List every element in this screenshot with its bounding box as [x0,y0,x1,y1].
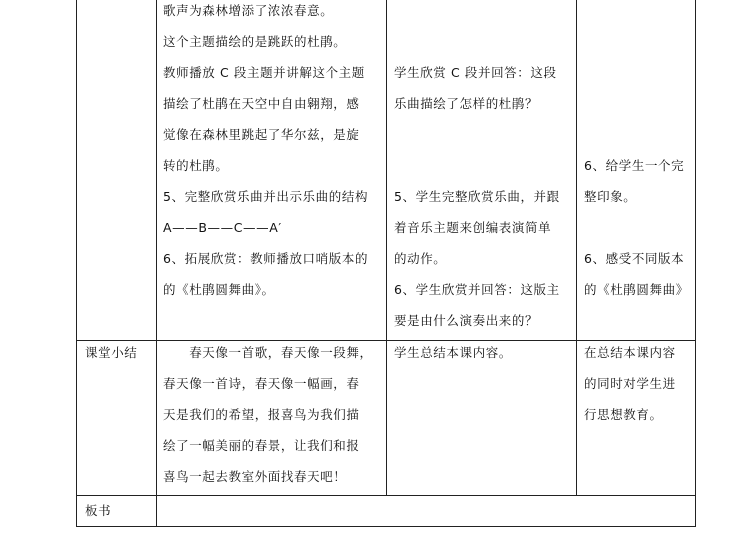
table-line-col1 [156,0,157,527]
upper-intent-cell-a [584,150,684,212]
row-label: 课堂小结 [85,345,138,360]
upper-student-cell-a [394,57,557,119]
text-line: 学生总结本课内容。 [394,345,512,360]
upper-intent-cell-b [584,243,689,305]
summary-label [85,337,137,368]
table-line-col3 [576,0,577,495]
text-line: 喜鸟一起去教室外面找春天吧！ [163,469,347,484]
text-line: 要是由什么演奏出来的？ [394,313,539,328]
table-line-bottom [76,526,696,527]
text-line: 6、给学生一个完 [584,158,685,173]
board-label [85,495,111,526]
text-line: 描绘了杜鹃在天空中自由翱翔，感 [163,96,360,111]
text-line: 的《杜鹃圆舞曲》 [584,282,689,297]
text-line: 春天像一首歌，春天像一段舞， [163,345,373,360]
upper-teacher-cell [163,0,368,305]
text-line: 6、拓展欣赏：教师播放口哨版本的 [163,251,369,266]
text-line: 5、学生完整欣赏乐曲，并跟 [394,189,560,204]
text-line: 春天像一首诗，春天像一幅画，春 [163,376,360,391]
text-line: 行思想教育。 [584,407,663,422]
text-line: A——B——C——A′ [163,220,282,235]
text-line: 学生欣赏 C 段并回答：这段 [394,65,557,80]
text-line: 教师播放 C 段主题并讲解这个主题 [163,65,365,80]
summary-student-cell [394,337,512,368]
summary-intent-cell [584,337,676,430]
text-line: 的《杜鹃圆舞曲》。 [163,282,275,297]
table-line-row-board [76,495,696,496]
text-line: 歌声为森林增添了浓浓春意。 [163,3,334,18]
table-line-left [76,0,77,527]
text-line: 转的杜鹃。 [163,158,229,173]
row-label: 板书 [85,503,112,518]
table-line-right [695,0,696,527]
text-line: 乐曲描绘了怎样的杜鹃？ [394,96,539,111]
text-line: 这个主题描绘的是跳跃的杜鹃。 [163,34,347,49]
text-line: 绘了一幅美丽的春景，让我们和报 [163,438,360,453]
table-line-col2 [386,0,387,495]
upper-student-cell-b [394,181,560,336]
text-line: 在总结本课内容 [584,345,676,360]
summary-teacher-cell [163,337,373,492]
text-line: 6、感受不同版本 [584,251,685,266]
text-line: 6、学生欣赏并回答：这版主 [394,282,560,297]
text-line: 整印象。 [584,189,637,204]
text-line: 着音乐主题来创编表演简单 [394,220,552,235]
text-line: 觉像在森林里跳起了华尔兹，是旋 [163,127,360,142]
text-line: 天是我们的希望，报喜鸟为我们描 [163,407,360,422]
text-line: 5、完整欣赏乐曲并出示乐曲的结构 [163,189,369,204]
text-line: 的动作。 [394,251,447,266]
text-line: 的同时对学生进 [584,376,676,391]
